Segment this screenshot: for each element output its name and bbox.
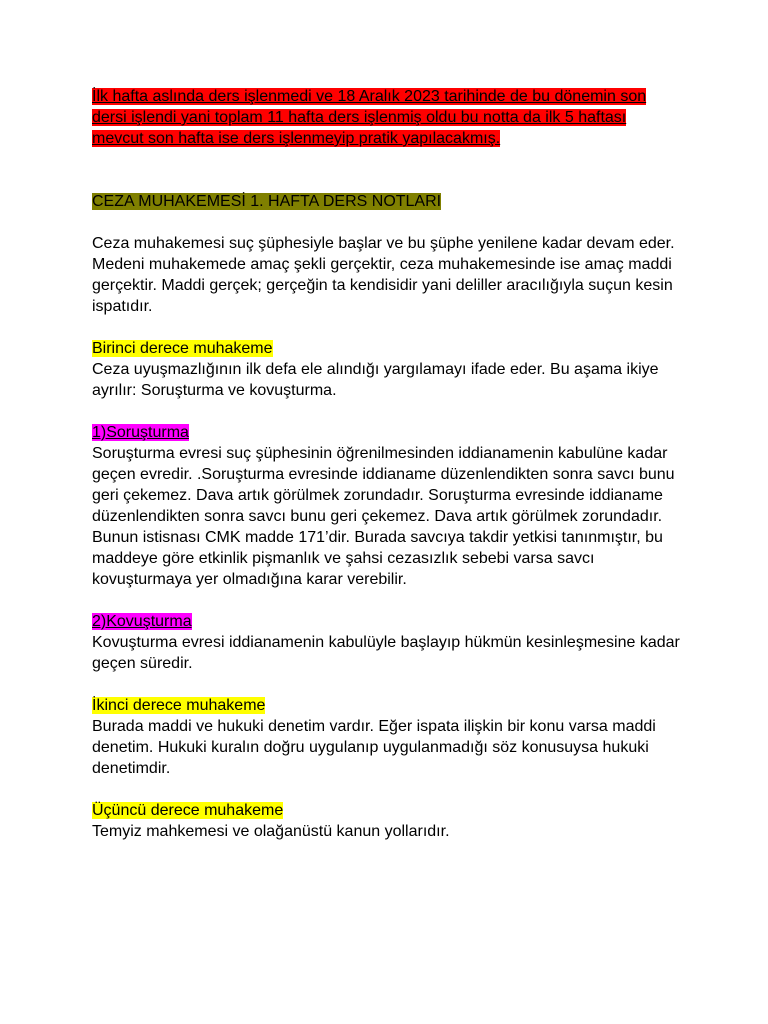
section-heading-birinci [92,338,682,359]
spacer [92,590,682,611]
document-page [92,86,682,842]
heading-text: İkinci derece muhakeme [92,697,266,714]
section-heading-ikinci [92,695,682,716]
document-title [92,191,682,212]
section-body-birinci: Ceza uyuşmazlığının ilk defa ele alındığı yargılamayı ifade eder. Bu aşama ikiye ayrılır: Soruşturma ve kovuşturma. [92,361,659,399]
spacer [92,401,682,422]
section-heading-kovusturma [92,611,682,632]
section-body-sorusturma: Soruşturma evresi suç şüphesinin öğrenilmesinden iddianamenin kabulüne kadar geçen evredir. .Soruşturma evresinde iddianame düzenlendikten sonra savcı bunu geri çekemez. Dava artık görülmek zorundadır. Soruşturma evresinde iddianame düzenlendikten sonra savcı bunu geri çekemez. Dava artık görülmek zorundadır. Bunun istisnası CMK madde 171’dir. Burada savcıya takdir yetkisi tanınmıştır, bu maddeye göre etkinlik pişmanlık ve şahsi cezasızlık sebebi varsa savcı kovuşturmaya yer olmadığına karar verebilir. [92,445,675,588]
spacer [92,149,682,191]
section-heading-sorusturma [92,422,682,443]
section-body-ikinci: Burada maddi ve hukuki denetim vardır. Eğer ispata ilişkin bir konu varsa maddi denetim. Hukuki kuralın doğru uygulanıp uygulanmadığı söz konusuysa hukuki denetimdir. [92,718,656,777]
section-body-ucuncu: Temyiz mahkemesi ve olağanüstü kanun yollarıdır. [92,823,450,840]
spacer [92,317,682,338]
spacer [92,674,682,695]
spacer [92,212,682,233]
spacer [92,779,682,800]
intro-paragraph: Ceza muhakemesi suç şüphesiyle başlar ve bu şüphe yenilene kadar devam eder. Medeni muhakemede amaç şekli gerçektir, ceza muhakemesinde ise amaç maddi gerçektir. Maddi gerçek; gerçeğin ta kendisidir yani deliller aracılığıyla suçun kesin ispatıdır. [92,235,675,315]
notice-paragraph [92,86,682,149]
heading-text: 2)Kovuşturma [92,613,192,630]
heading-text: Üçüncü derece muhakeme [92,802,284,819]
section-body-kovusturma: Kovuşturma evresi iddianamenin kabulüyle başlayıp hükmün kesinleşmesine kadar geçen süredir. [92,634,680,672]
section-heading-ucuncu [92,800,682,821]
notice-text: İlk hafta aslında ders işlenmedi ve 18 Aralık 2023 tarihinde de bu dönemin son dersi işlendi yani toplam 11 hafta ders işlenmiş oldu bu notta da ilk 5 haftası mevcut son hafta ise ders işlenmeyip pratik yapılacakmış. [92,88,647,147]
heading-text: Birinci derece muhakeme [92,340,273,357]
heading-text: 1)Soruşturma [92,424,189,441]
title-text: CEZA MUHAKEMESİ 1. HAFTA DERS NOTLARI [92,193,442,210]
